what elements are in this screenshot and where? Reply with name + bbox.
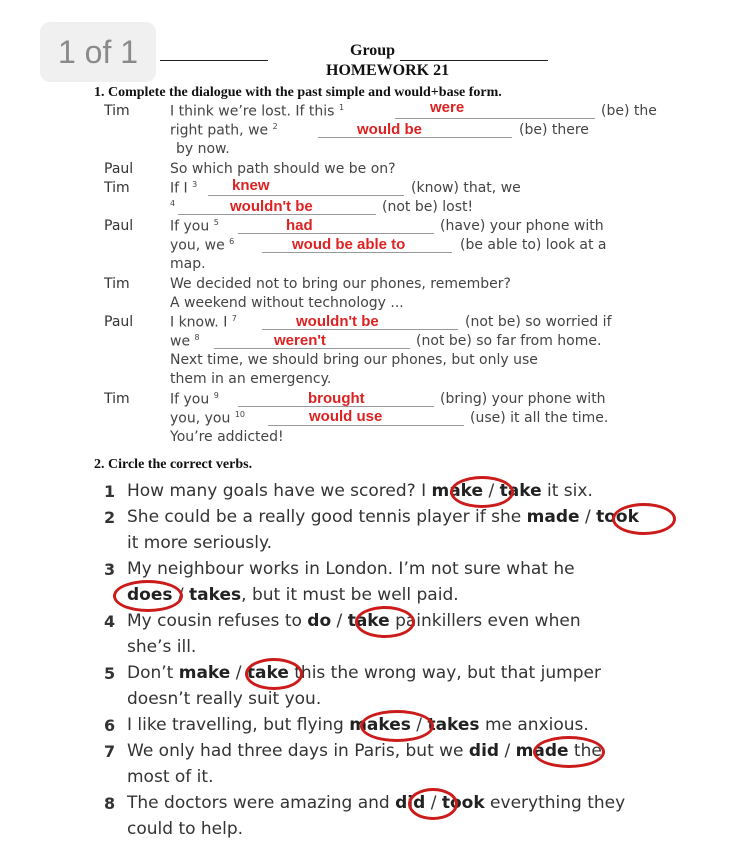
speaker-paul: Paul xyxy=(104,314,134,330)
dialogue-text: You’re addicted! xyxy=(170,429,284,445)
section2-instruction: 2. Circle the correct verbs. xyxy=(94,457,253,472)
item-number: 4 xyxy=(104,612,116,631)
answer-circle xyxy=(245,658,303,690)
group-label: Group xyxy=(350,42,396,59)
answer-5: had xyxy=(286,217,313,234)
page-counter: 1 of 1 xyxy=(40,22,156,82)
dialogue-text: (not be) so worried if xyxy=(465,314,612,330)
answer-10: would use xyxy=(309,408,383,425)
exercise-sentence: Don’t make / take this the wrong way, but that jumper xyxy=(127,663,601,683)
dialogue-text: we $^8$ xyxy=(170,333,200,350)
dialogue-text: If I $^3$ xyxy=(170,180,198,197)
exercise-sentence: We only had three days in Paris, but we did / made the xyxy=(127,741,602,761)
exercise-sentence: could to help. xyxy=(127,819,244,839)
dialogue-text: (be) the xyxy=(601,103,657,119)
dialogue-text: I know. I $^7$ xyxy=(170,314,237,331)
answer-7: wouldn't be xyxy=(296,313,379,330)
speaker-tim: Tim xyxy=(104,391,130,407)
item-number: 3 xyxy=(104,560,116,579)
dialogue-text: If you $^9$ xyxy=(170,391,219,408)
dialogue-text: right path, we $^2$ xyxy=(170,122,278,139)
answer-8: weren't xyxy=(274,332,326,349)
speaker-paul: Paul xyxy=(104,161,134,177)
answer-circle xyxy=(360,710,434,742)
dialogue-text: (not be) so far from home. xyxy=(416,333,602,349)
exercise-sentence: The doctors were amazing and did / took everything they xyxy=(127,793,626,813)
speaker-tim: Tim xyxy=(104,276,130,292)
dialogue-text: A weekend without technology ... xyxy=(170,295,404,311)
speaker-tim: Tim xyxy=(104,180,130,196)
dialogue-number: 4 xyxy=(170,199,176,208)
answer-circle xyxy=(612,503,676,535)
dialogue-text: by now. xyxy=(176,141,230,157)
exercise-sentence: How many goals have we scored? I make / take it six. xyxy=(127,481,593,501)
dialogue-text: If you $^5$ xyxy=(170,218,219,235)
answer-circle xyxy=(355,606,415,638)
item-number: 2 xyxy=(104,508,116,527)
dialogue-text: map. xyxy=(170,256,206,272)
item-number: 6 xyxy=(104,716,116,735)
answer-2: would be xyxy=(357,121,422,138)
exercise-sentence: My neighbour works in London. I’m not sure what he xyxy=(127,559,575,579)
exercise-sentence: She could be a really good tennis player if she made / took xyxy=(127,507,639,527)
homework-title: HOMEWORK 21 xyxy=(326,62,450,79)
dialogue-text: you, we $^6$ xyxy=(170,237,235,254)
answer-3: knew xyxy=(232,177,270,194)
exercise-sentence: doesn’t really suit you. xyxy=(127,689,322,709)
answer-circle xyxy=(408,788,458,820)
exercise-sentence: most of it. xyxy=(127,767,214,787)
answer-6: woud be able to xyxy=(292,236,406,253)
dialogue-text: I think we’re lost. If this $^1$ xyxy=(170,103,345,120)
answer-circle xyxy=(113,580,183,612)
dialogue-text: Next time, we should bring our phones, but only use xyxy=(170,352,538,368)
item-number: 7 xyxy=(104,742,116,761)
dialogue-text: (use) it all the time. xyxy=(470,410,609,426)
answer-circle xyxy=(533,736,605,768)
dialogue-text: (bring) your phone with xyxy=(440,391,606,407)
exercise-sentence: it more seriously. xyxy=(127,533,273,553)
dialogue-text: (not be) lost! xyxy=(382,199,474,215)
section1-instruction: 1. Complete the dialogue with the past simple and would+base form. xyxy=(94,85,502,100)
dialogue-text: (be) there xyxy=(519,122,589,138)
exercise-sentence: I like travelling, but flying makes / takes me anxious. xyxy=(127,715,589,735)
exercise-sentence: does / takes, but it must be well paid. xyxy=(127,585,459,605)
dialogue-text: (have) your phone with xyxy=(440,218,604,234)
answer-blank xyxy=(208,195,404,196)
answer-circle xyxy=(450,476,514,508)
exercise-sentence: My cousin refuses to do / take painkillers even when xyxy=(127,611,581,631)
dialogue-text: We decided not to bring our phones, remember? xyxy=(170,276,511,292)
exercise-sentence: she’s ill. xyxy=(127,637,197,657)
name-line xyxy=(160,60,268,61)
item-number: 5 xyxy=(104,664,116,683)
speaker-tim: Tim xyxy=(104,103,130,119)
item-number: 1 xyxy=(104,482,116,501)
answer-4: wouldn't be xyxy=(230,198,313,215)
dialogue-text: them in an emergency. xyxy=(170,371,332,387)
dialogue-text: (know) that, we xyxy=(411,180,521,196)
dialogue-text: (be able to) look at a xyxy=(460,237,607,253)
answer-9: brought xyxy=(308,390,365,407)
answer-1: were xyxy=(430,99,465,116)
speaker-paul: Paul xyxy=(104,218,134,234)
group-line xyxy=(400,60,548,61)
dialogue-text: you, you $^{10}$ xyxy=(170,410,245,427)
answer-blank xyxy=(395,118,595,119)
answer-blank xyxy=(238,233,434,234)
item-number: 8 xyxy=(104,794,116,813)
answer-blank xyxy=(268,425,464,426)
dialogue-text: So which path should we be on? xyxy=(170,161,396,177)
